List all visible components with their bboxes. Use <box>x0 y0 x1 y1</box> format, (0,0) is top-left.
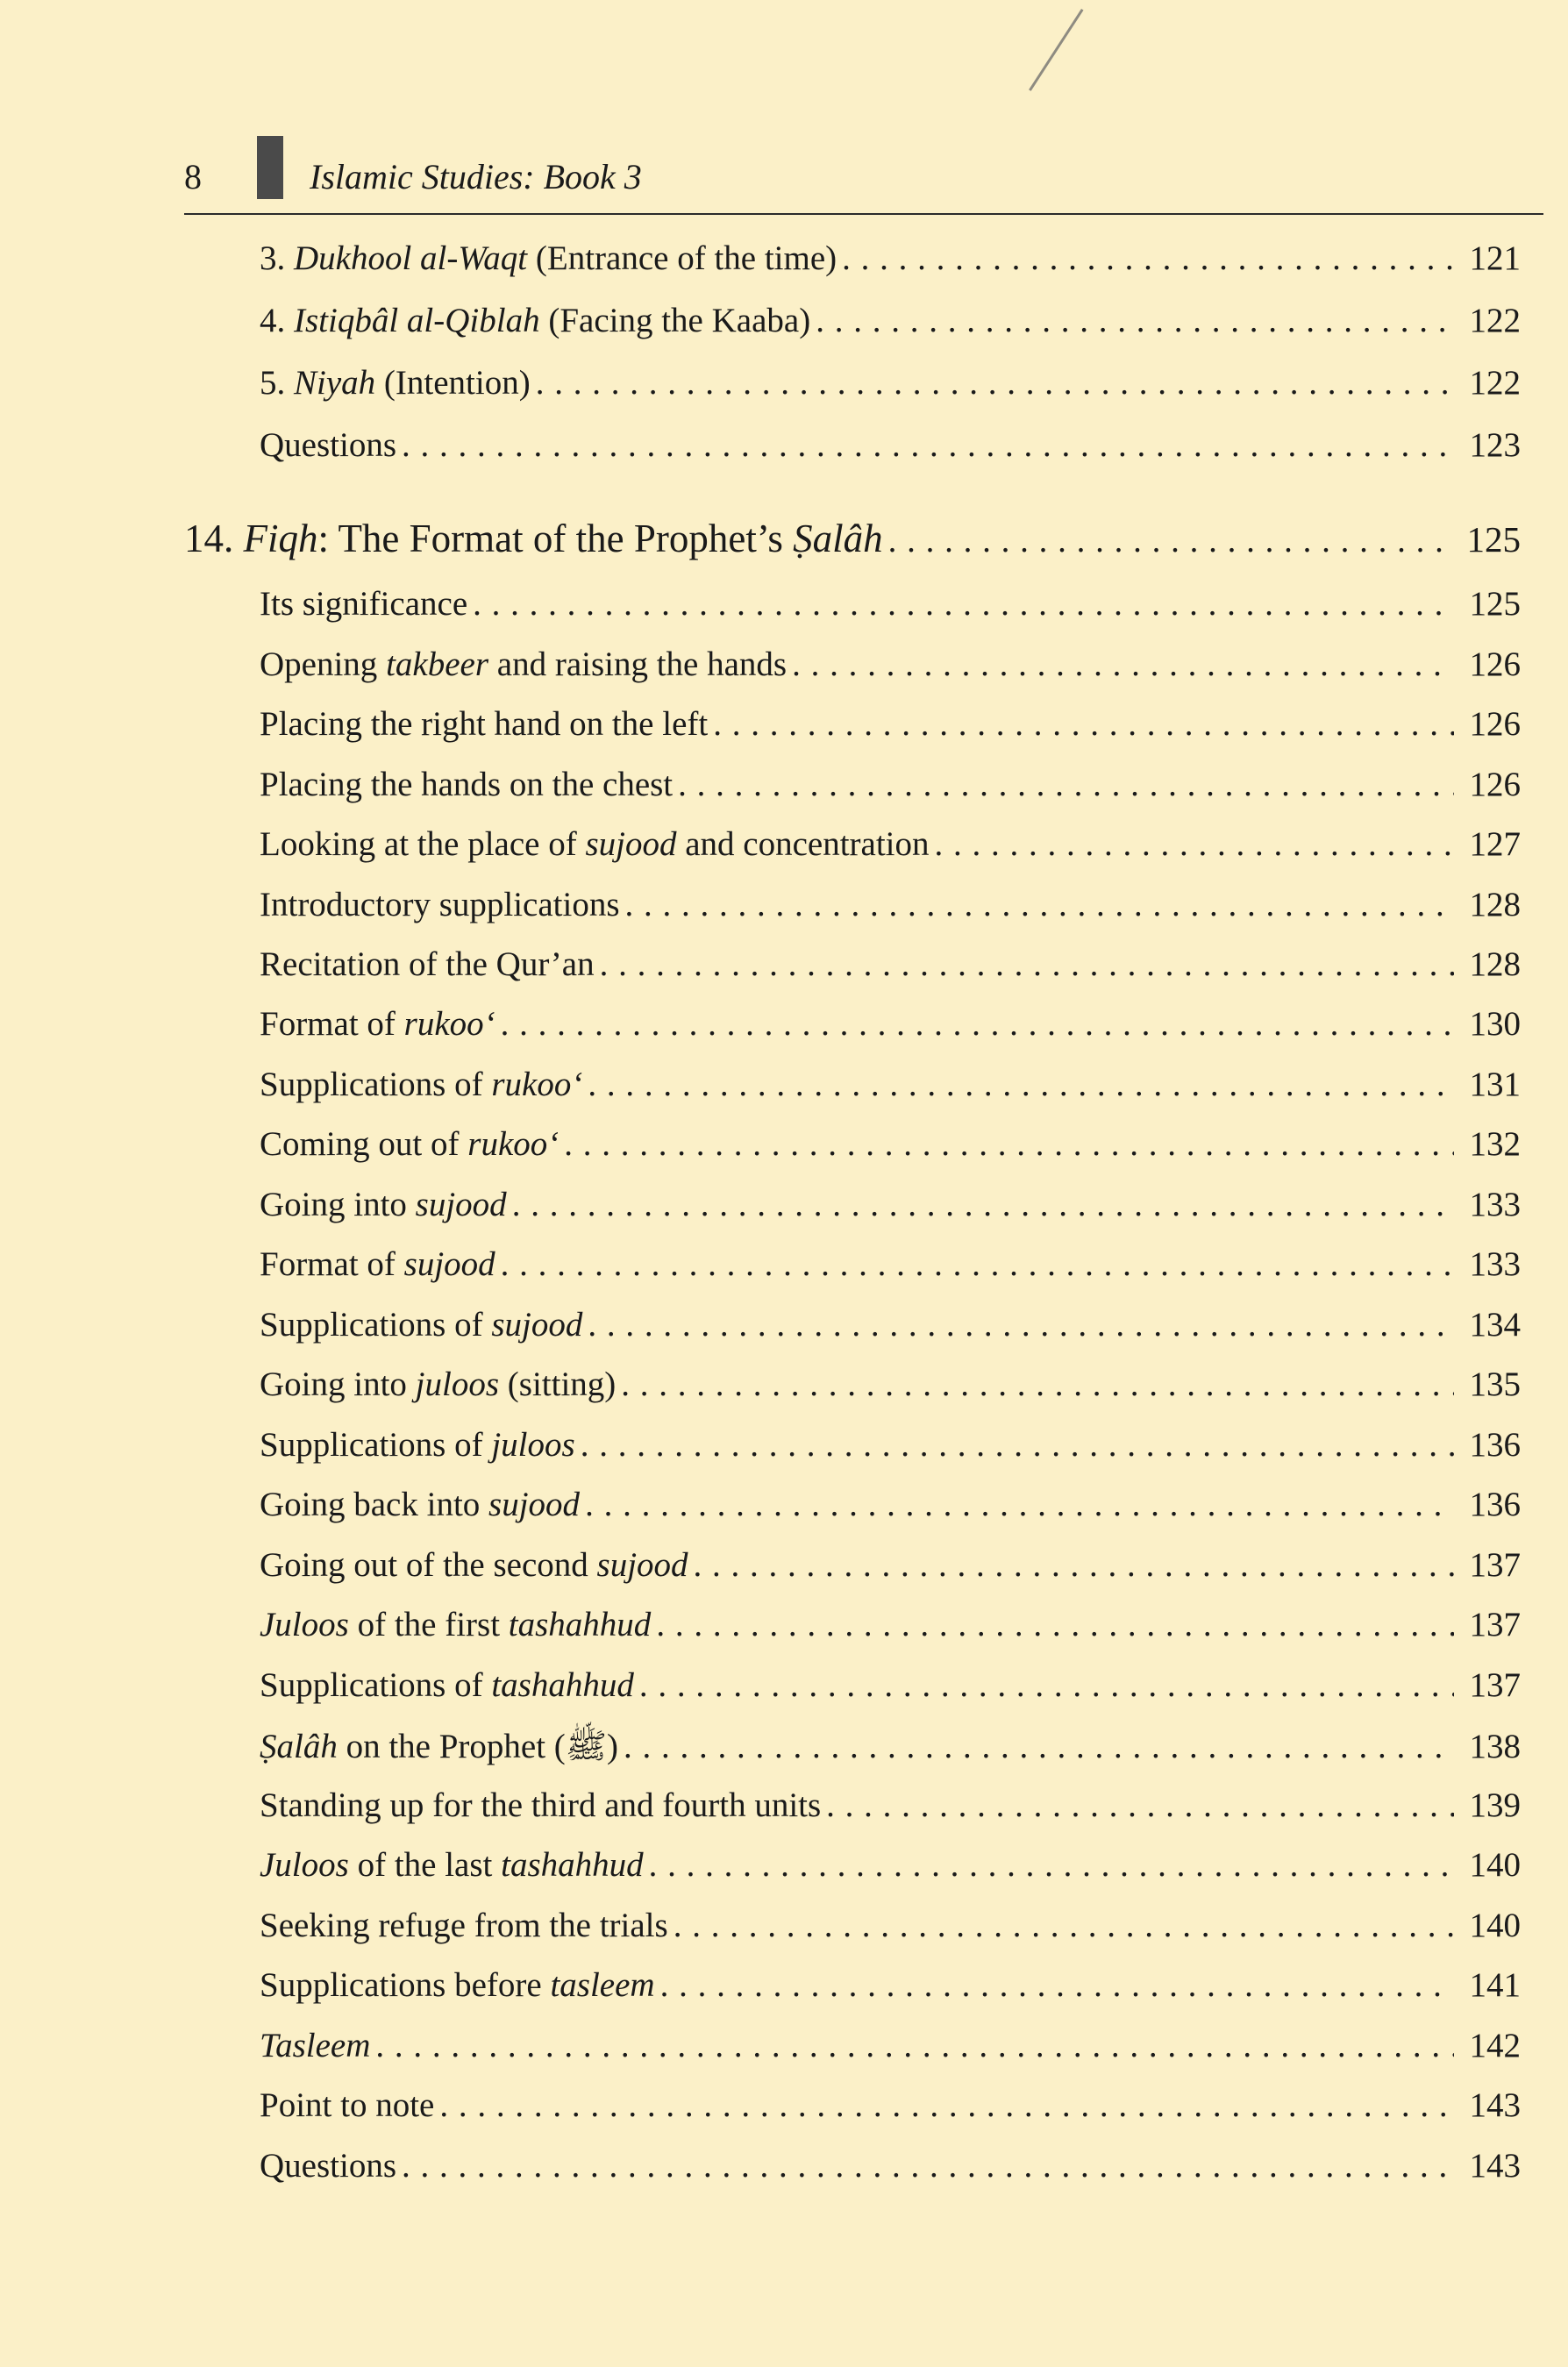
toc-entry-label-part: 14. <box>184 517 244 560</box>
toc-entry-label <box>260 824 930 864</box>
dot-leader <box>581 1425 1454 1465</box>
toc-entry-label <box>260 584 467 624</box>
toc-entry-label <box>260 1244 495 1284</box>
toc-entry-label-part: sujood <box>596 1546 688 1584</box>
stray-pen-mark <box>1029 9 1083 91</box>
toc-entry-label <box>260 363 531 403</box>
toc-entry-label-part: and raising the hands <box>488 645 788 683</box>
toc-entry <box>260 239 1521 278</box>
dot-leader <box>600 945 1454 984</box>
dot-leader <box>888 521 1454 560</box>
toc-entry-label <box>260 1065 582 1104</box>
dot-leader <box>639 1665 1454 1705</box>
toc-entry-label <box>260 1185 507 1224</box>
toc-entry-page-number: 123 <box>1469 426 1521 464</box>
toc-entry-label-part: Going out of the second <box>260 1546 597 1584</box>
toc-entry-label-part: tashahhud <box>491 1666 634 1704</box>
toc-entry-label <box>260 704 708 744</box>
dot-leader <box>935 824 1454 864</box>
toc-entry-label-part: Juloos <box>260 1606 349 1643</box>
toc-entry-label <box>260 945 595 984</box>
toc-entry-page-number: 133 <box>1469 1186 1521 1223</box>
toc-entry-page-number: 140 <box>1469 1907 1521 1944</box>
toc-entry-page-number: 127 <box>1469 825 1521 863</box>
toc-entry <box>260 1004 1521 1044</box>
toc-entry-page-number: 126 <box>1469 645 1521 683</box>
dot-leader <box>625 885 1454 924</box>
dot-leader <box>439 2085 1454 2125</box>
toc-entry-label <box>260 1485 580 1524</box>
toc-entry-label-part: rukoo‘ <box>403 1005 495 1043</box>
dot-leader <box>826 1786 1454 1825</box>
toc-entry <box>260 1485 1521 1524</box>
toc-entry-label <box>260 1004 495 1044</box>
toc-entry-label-part: Standing up for the third and fourth units <box>260 1786 822 1824</box>
toc-entry-page-number: 140 <box>1469 1846 1521 1884</box>
toc-entry-label-part: 5. <box>260 364 294 402</box>
toc-entry-label-part: Opening <box>260 645 387 683</box>
dot-leader <box>792 645 1454 684</box>
toc-entry-label <box>260 301 810 340</box>
toc-entry-page-number: 121 <box>1469 239 1521 277</box>
toc-entry-label-part: Seeking refuge from the trials <box>260 1907 668 1944</box>
toc-entry-label <box>260 1906 668 1945</box>
toc-entry-page-number: 128 <box>1469 945 1521 983</box>
toc-entry-label-part: Questions <box>260 426 396 464</box>
toc-entry-label <box>260 1605 651 1644</box>
dot-leader <box>512 1185 1454 1224</box>
dot-leader <box>713 704 1454 744</box>
dot-leader <box>694 1545 1454 1585</box>
toc-entry-label-part: Introductory supplications <box>260 886 620 923</box>
toc-entry-label-part: 3. <box>260 239 294 277</box>
toc-entry-label <box>260 1305 582 1344</box>
toc-entry-page-number: 139 <box>1469 1786 1521 1824</box>
toc-entry-label-part: Supplications of <box>260 1426 492 1464</box>
toc-entry-label-part: Juloos <box>260 1846 349 1884</box>
toc-entry-page-number: 128 <box>1469 886 1521 923</box>
toc-entry-label-part: sujood <box>415 1186 507 1223</box>
toc-entry <box>260 584 1521 624</box>
dot-leader <box>473 584 1454 624</box>
toc-entry-page-number: 136 <box>1469 1426 1521 1464</box>
book-title: Islamic Studies: Book 3 <box>310 157 642 196</box>
toc-entry-label-part: rukoo‘ <box>491 1066 583 1103</box>
toc-entry-label-part: Point to note <box>260 2086 435 2124</box>
dot-leader <box>588 1305 1454 1344</box>
dot-leader <box>674 1906 1454 1945</box>
page-header <box>184 132 1543 210</box>
toc-entry <box>260 1124 1521 1164</box>
toc-entry-label-part: (sitting) <box>499 1365 617 1403</box>
dot-leader <box>678 765 1454 804</box>
toc-entry-label-part: Format of <box>260 1245 404 1283</box>
toc-entry <box>260 1845 1521 1885</box>
toc-entry-label-part: Coming out of <box>260 1125 468 1163</box>
toc-entry-label <box>260 1365 616 1404</box>
toc-entry-label-part: Dukhool al-Waqt <box>294 239 528 277</box>
toc-entry-label <box>260 1425 575 1465</box>
toc-entry-label-part: Supplications before <box>260 1966 551 2004</box>
toc-entry-page-number: 126 <box>1469 705 1521 743</box>
toc-entry-label <box>260 1965 655 2005</box>
toc-entry-label-part: Placing the hands on the chest <box>260 766 674 803</box>
toc-entry-label-part: sujood <box>403 1245 495 1283</box>
toc-entry-label <box>260 2146 396 2185</box>
toc-entry <box>260 2085 1521 2125</box>
toc-entry-label-part: rukoo‘ <box>467 1125 559 1163</box>
dot-leader <box>842 239 1454 278</box>
dot-leader <box>536 363 1454 403</box>
toc-entry-page-number: 141 <box>1469 1966 1521 2004</box>
toc-entry-label-part: 4. <box>260 302 294 339</box>
toc-entry-label-part: Supplications of <box>260 1666 492 1704</box>
dot-leader <box>501 1004 1454 1044</box>
toc-entry-page-number: 133 <box>1469 1245 1521 1283</box>
toc-entry-page-number: 131 <box>1469 1066 1521 1103</box>
toc-entry-page-number: 125 <box>1469 585 1521 623</box>
toc-entry-label-part: Going into <box>260 1365 416 1403</box>
toc-entry-label-part: tashahhud <box>501 1846 644 1884</box>
toc-entry-page-number: 125 <box>1466 519 1521 560</box>
toc-entry-label-part: tasleem <box>550 1966 655 2004</box>
toc-entry-page-number: 137 <box>1469 1666 1521 1704</box>
toc-entry-page-number: 122 <box>1469 302 1521 339</box>
toc-entry <box>260 945 1521 984</box>
toc-entry <box>260 1786 1521 1825</box>
toc-entry-label-part: and concentration <box>676 825 930 863</box>
toc-entry-label-part: Going back into <box>260 1486 489 1523</box>
toc-entry <box>260 1965 1521 2005</box>
dot-leader <box>588 1065 1454 1104</box>
toc-entry <box>260 645 1521 684</box>
dot-leader <box>624 1727 1454 1766</box>
toc-entry-label-part: Going into <box>260 1186 416 1223</box>
toc-entry <box>260 1305 1521 1344</box>
toc-entry-page-number: 137 <box>1469 1546 1521 1584</box>
toc-entry-label <box>184 516 883 561</box>
toc-entry-label-part: sujood <box>585 825 677 863</box>
toc-entry-label-part: Questions <box>260 2147 396 2185</box>
toc-entry-label-part: (Entrance of the time) <box>527 239 837 277</box>
dot-leader <box>585 1485 1454 1524</box>
toc-entry-label <box>260 765 673 804</box>
toc-entry <box>260 2026 1521 2065</box>
toc-entry-label-part: Niyah <box>294 364 376 402</box>
toc-entry-label-part: Ṣalâh <box>793 517 883 560</box>
toc-entry <box>260 1725 1521 1775</box>
page-number: 8 <box>184 157 202 196</box>
toc-entry <box>260 704 1521 744</box>
toc-entry-label-part: of the first <box>348 1606 509 1643</box>
toc-entry-label-part: Supplications of <box>260 1306 492 1344</box>
toc-entry <box>260 1244 1521 1284</box>
toc-entry <box>260 1065 1521 1104</box>
toc-entry-page-number: 142 <box>1469 2027 1521 2064</box>
toc-entry <box>260 824 1521 864</box>
toc-entry <box>260 1365 1521 1404</box>
toc-entry-label-part: Looking at the place of <box>260 825 586 863</box>
toc-entry-page-number: 134 <box>1469 1306 1521 1344</box>
toc-entry-page-number: 137 <box>1469 1606 1521 1643</box>
toc-entry-label <box>260 885 620 924</box>
dot-leader <box>621 1365 1454 1404</box>
toc-entry-label-part: Fiqh <box>243 517 318 560</box>
toc-entry-label-part: sujood <box>491 1306 583 1344</box>
toc-entry-label-part: Supplications of <box>260 1066 492 1103</box>
dot-leader <box>656 1605 1454 1644</box>
toc-entry-label <box>260 1786 821 1825</box>
dot-leader <box>402 2146 1454 2185</box>
toc-entry-label-part: (Facing the Kaaba) <box>539 302 811 339</box>
toc-entry-label-part: tashahhud <box>508 1606 652 1643</box>
toc-entry-label-part: : The Format of the Prophet’s <box>317 517 794 560</box>
toc-entry <box>260 1185 1521 1224</box>
toc-entry-page-number: 135 <box>1469 1365 1521 1403</box>
toc-entry-page-number: 143 <box>1469 2147 1521 2185</box>
toc-entry-label-part: on the Prophet (ﷺ) <box>337 1728 618 1765</box>
toc-entry-label <box>260 1545 688 1585</box>
toc-entry <box>260 885 1521 924</box>
toc-entry-page-number: 132 <box>1469 1125 1521 1163</box>
toc-entry-label <box>260 1124 559 1164</box>
toc-entry <box>260 2146 1521 2185</box>
toc-entry-label-part: Ṣalâh <box>260 1728 338 1765</box>
toc-entry-label-part: juloos <box>415 1365 500 1403</box>
toc-entry-label <box>260 645 787 684</box>
toc-chapter-entry <box>184 516 1521 561</box>
toc-entry-label-part: Its significance <box>260 585 468 623</box>
toc-entry <box>260 425 1521 465</box>
toc-entry <box>260 765 1521 804</box>
toc-entry <box>260 363 1521 403</box>
toc-entry <box>260 1425 1521 1465</box>
toc-entry-label <box>260 1665 634 1705</box>
toc-entry-label <box>260 239 837 278</box>
toc-entry-label <box>260 1725 618 1775</box>
toc-entry-label <box>260 2085 434 2125</box>
toc-entry-page-number: 122 <box>1469 364 1521 402</box>
toc-entry <box>260 301 1521 340</box>
dot-leader <box>501 1244 1454 1284</box>
toc-entry-label <box>260 2026 370 2065</box>
toc-entry <box>260 1906 1521 1945</box>
toc-entry-label-part: (Intention) <box>375 364 531 402</box>
toc-entry-label-part: Recitation of the Qur’an <box>260 945 595 983</box>
toc-entry-page-number: 130 <box>1469 1005 1521 1043</box>
toc-entry-label <box>260 425 396 465</box>
toc-entry-page-number: 136 <box>1469 1486 1521 1523</box>
dot-leader <box>816 301 1454 340</box>
header-rule <box>184 213 1543 215</box>
toc-entry-page-number: 138 <box>1469 1728 1521 1765</box>
dot-leader <box>649 1845 1454 1885</box>
toc-entry-page-number: 143 <box>1469 2086 1521 2124</box>
toc-entry-label-part: of the last <box>348 1846 502 1884</box>
dot-leader <box>402 425 1454 465</box>
toc-entry-label-part: Format of <box>260 1005 404 1043</box>
dot-leader <box>375 2026 1454 2065</box>
header-bar-ornament <box>257 136 283 199</box>
toc-entry <box>260 1545 1521 1585</box>
toc-entry-label-part: juloos <box>491 1426 575 1464</box>
toc-entry-label-part: sujood <box>488 1486 581 1523</box>
dot-leader <box>564 1124 1454 1164</box>
toc-entry <box>260 1605 1521 1644</box>
toc-entry-page-number: 126 <box>1469 766 1521 803</box>
toc-entry <box>260 1665 1521 1705</box>
toc-entry-label-part: takbeer <box>386 645 489 683</box>
toc-entry-label-part: Istiqbâl al-Qiblah <box>294 302 540 339</box>
toc-entry-label-part: Placing the right hand on the left <box>260 705 709 743</box>
dot-leader <box>660 1965 1454 2005</box>
toc-entry-label <box>260 1845 644 1885</box>
toc-entry-label-part: Tasleem <box>260 2027 371 2064</box>
